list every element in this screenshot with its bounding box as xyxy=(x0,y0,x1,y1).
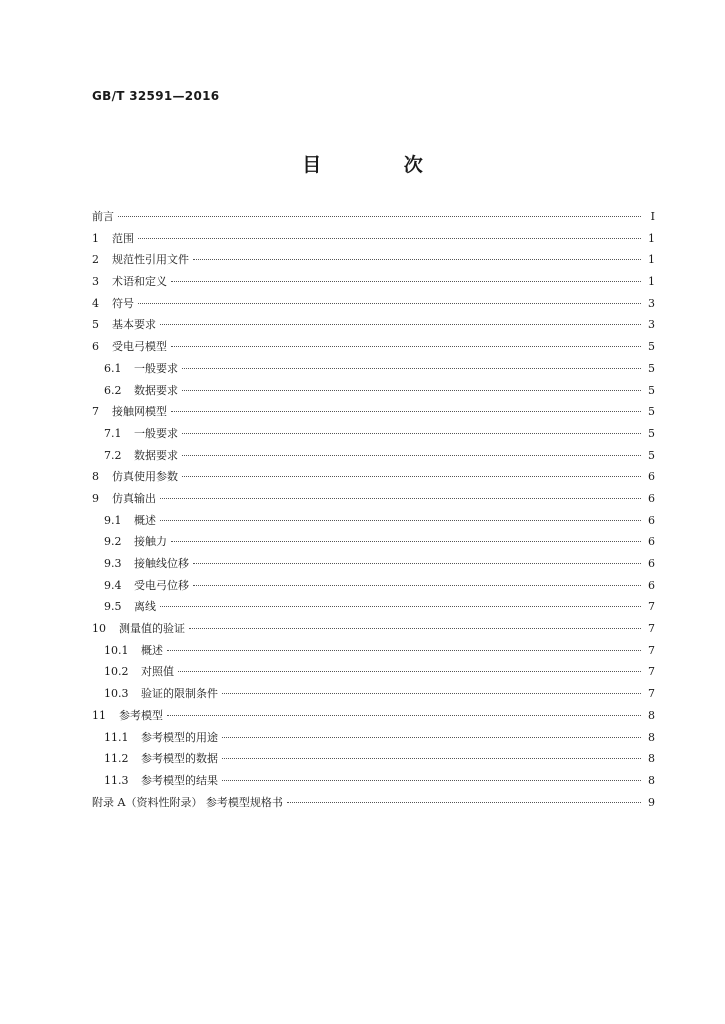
toc-entry[interactable] xyxy=(92,488,655,510)
toc-entry-title: 前言 xyxy=(92,210,114,223)
dot-leader xyxy=(160,519,641,521)
dot-leader xyxy=(222,757,641,759)
toc-entry-title: 术语和定义 xyxy=(112,275,167,289)
toc-entry-number: 9.5 xyxy=(104,600,122,614)
toc-entry-page: 8 xyxy=(648,752,655,766)
toc-entry-page: 5 xyxy=(648,448,655,462)
toc-entry-title: 受电弓位移 xyxy=(134,578,189,592)
toc-entry-page: 8 xyxy=(648,730,655,744)
dot-leader xyxy=(189,627,641,629)
toc-entry-page: 8 xyxy=(648,708,655,722)
toc-entry-number: 5 xyxy=(92,318,99,332)
dot-leader xyxy=(160,497,641,499)
toc-entry-number: 9.3 xyxy=(104,557,122,570)
toc-entry-title: 接触力 xyxy=(134,535,167,549)
toc-entry-title: 概述 xyxy=(141,643,163,657)
toc-entry[interactable] xyxy=(92,770,655,792)
toc-entry-title: 符号 xyxy=(112,296,134,310)
dot-leader xyxy=(182,475,641,477)
toc-entry-page: 5 xyxy=(648,361,655,375)
toc-entry-number: 7 xyxy=(92,405,99,419)
toc-entry[interactable] xyxy=(92,596,655,618)
toc-entry-title: 对照值 xyxy=(141,665,174,679)
toc-entry-title: 参考模型的数据 xyxy=(141,752,218,766)
toc-entry-page: 6 xyxy=(648,513,655,527)
toc-entry[interactable] xyxy=(92,553,655,575)
toc-entry[interactable] xyxy=(92,792,655,814)
toc-entry-number: 4 xyxy=(92,296,99,310)
dot-leader xyxy=(222,779,641,781)
dot-leader xyxy=(167,714,641,716)
toc-entry-number: 6.2 xyxy=(104,383,122,397)
toc-entry-title: 一般要求 xyxy=(134,426,178,440)
dot-leader xyxy=(138,302,641,304)
toc-entry[interactable] xyxy=(92,683,655,705)
toc-entry[interactable] xyxy=(92,748,655,770)
dot-leader xyxy=(118,215,641,217)
toc-entry-title: 基本要求 xyxy=(112,318,156,332)
toc-entry-title: 接触网模型 xyxy=(112,405,167,419)
toc-entry[interactable] xyxy=(92,640,655,662)
toc-entry[interactable] xyxy=(92,705,655,727)
toc-entry[interactable] xyxy=(92,575,655,597)
toc-entry[interactable] xyxy=(92,445,655,467)
toc-entry-title: 范围 xyxy=(112,231,134,245)
toc-entry-number: 9.4 xyxy=(104,578,122,592)
toc-entry-title: 受电弓模型 xyxy=(112,340,167,354)
toc-entry[interactable] xyxy=(92,380,655,402)
dot-leader xyxy=(222,692,641,694)
toc-entry-page: 1 xyxy=(648,253,655,267)
toc-entry[interactable] xyxy=(92,358,655,380)
toc-entry-page: 7 xyxy=(648,687,655,701)
dot-leader xyxy=(167,649,641,651)
toc-entry-number: 3 xyxy=(92,275,99,289)
toc-entry-page: 6 xyxy=(648,535,655,549)
toc-entry[interactable] xyxy=(92,618,655,640)
toc-entry-page: 5 xyxy=(648,340,655,354)
toc-entry-number: 7.2 xyxy=(104,448,122,462)
toc-entry-number: 2 xyxy=(92,253,99,267)
toc-entry-page: 7 xyxy=(648,643,655,657)
toc-entry-title: 概述 xyxy=(134,513,156,527)
toc-entry-page: Ⅰ xyxy=(650,210,655,223)
toc-entry-title: 接触线位移 xyxy=(134,557,189,570)
toc-entry-number: 9.1 xyxy=(104,513,122,527)
toc-entry-number: 10.3 xyxy=(104,687,129,701)
dot-leader xyxy=(182,454,641,456)
toc-entry[interactable] xyxy=(92,661,655,683)
toc-entry-title: 验证的限制条件 xyxy=(141,687,218,701)
dot-leader xyxy=(193,258,641,260)
toc-entry-page: 6 xyxy=(648,470,655,484)
toc-entry-number: 10 xyxy=(92,622,106,636)
dot-leader xyxy=(171,410,641,412)
toc-entry-number: 10.1 xyxy=(104,643,129,657)
toc-entry-title: 离线 xyxy=(134,600,156,614)
toc-entry-title: 参考模型的用途 xyxy=(141,730,218,744)
toc-entry-page: 1 xyxy=(648,231,655,245)
dot-leader xyxy=(287,801,641,803)
toc-entry-page: 5 xyxy=(648,426,655,440)
dot-leader xyxy=(182,389,641,391)
toc-entry-page: 7 xyxy=(648,665,655,679)
toc-entry-title: 测量值的验证 xyxy=(119,622,185,636)
toc-entry-number: 9 xyxy=(92,491,99,505)
toc-entry-number: 1 xyxy=(92,231,99,245)
toc-entry-page: 6 xyxy=(648,491,655,505)
toc-entry-title: 仿真输出 xyxy=(112,491,156,505)
toc-entry[interactable] xyxy=(92,271,655,293)
dot-leader xyxy=(182,432,641,434)
dot-leader xyxy=(171,540,641,542)
dot-leader xyxy=(193,584,641,586)
standard-code: GB/T 32591—2016 xyxy=(92,89,220,103)
toc-entry-title: 规范性引用文件 xyxy=(112,253,189,267)
page-title: 目 次 xyxy=(302,154,461,176)
toc-entry-page: 5 xyxy=(648,405,655,419)
toc-entry-page: 7 xyxy=(648,622,655,636)
toc-entry-page: 8 xyxy=(648,773,655,787)
dot-leader xyxy=(171,345,641,347)
toc-entry-number: 10.2 xyxy=(104,665,129,679)
toc-entry-number: 6.1 xyxy=(104,361,122,375)
toc-entry-number: 11.3 xyxy=(104,773,129,787)
toc-entry-number: 11.1 xyxy=(104,730,129,744)
toc-entry-page: 3 xyxy=(648,318,655,332)
toc-entry[interactable] xyxy=(92,206,655,228)
toc-entry[interactable] xyxy=(92,336,655,358)
toc-entry-number: 7.1 xyxy=(104,426,122,440)
toc-entry-title: 数据要求 xyxy=(134,448,178,462)
toc-entry[interactable] xyxy=(92,510,655,532)
dot-leader xyxy=(138,237,641,239)
toc-entry-title: 参考模型的结果 xyxy=(141,773,218,787)
toc-entry[interactable] xyxy=(92,228,655,250)
toc-entry[interactable] xyxy=(92,249,655,271)
toc-entry-number: 9.2 xyxy=(104,535,122,549)
toc-entry-number: 6 xyxy=(92,340,99,354)
table-of-contents xyxy=(92,206,655,813)
toc-entry[interactable] xyxy=(92,727,655,749)
toc-entry-number: 11 xyxy=(92,708,106,722)
toc-entry[interactable] xyxy=(92,423,655,445)
toc-entry-title: 一般要求 xyxy=(134,361,178,375)
toc-entry-page: 3 xyxy=(648,296,655,310)
toc-entry-page: 1 xyxy=(648,275,655,289)
toc-entry[interactable] xyxy=(92,293,655,315)
toc-entry-page: 7 xyxy=(648,600,655,614)
toc-entry-title: 仿真使用参数 xyxy=(112,470,178,484)
toc-entry[interactable] xyxy=(92,466,655,488)
toc-entry[interactable] xyxy=(92,314,655,336)
toc-entry-page: 9 xyxy=(648,795,655,809)
toc-entry-number: 11.2 xyxy=(104,752,129,766)
dot-leader xyxy=(160,605,641,607)
toc-entry-number: 8 xyxy=(92,470,99,484)
toc-entry-page: 6 xyxy=(648,557,655,570)
toc-entry-page: 6 xyxy=(648,578,655,592)
toc-entry-title: 数据要求 xyxy=(134,383,178,397)
dot-leader xyxy=(222,736,641,738)
toc-entry[interactable] xyxy=(92,531,655,553)
dot-leader xyxy=(171,280,641,282)
toc-entry-title: 附录 A（资料性附录） 参考模型规格书 xyxy=(92,795,283,809)
toc-entry[interactable] xyxy=(92,401,655,423)
dot-leader xyxy=(160,323,641,325)
toc-entry-page: 5 xyxy=(648,383,655,397)
toc-entry-title: 参考模型 xyxy=(119,708,163,722)
dot-leader xyxy=(182,367,641,369)
dot-leader xyxy=(193,562,641,564)
dot-leader xyxy=(178,670,641,672)
